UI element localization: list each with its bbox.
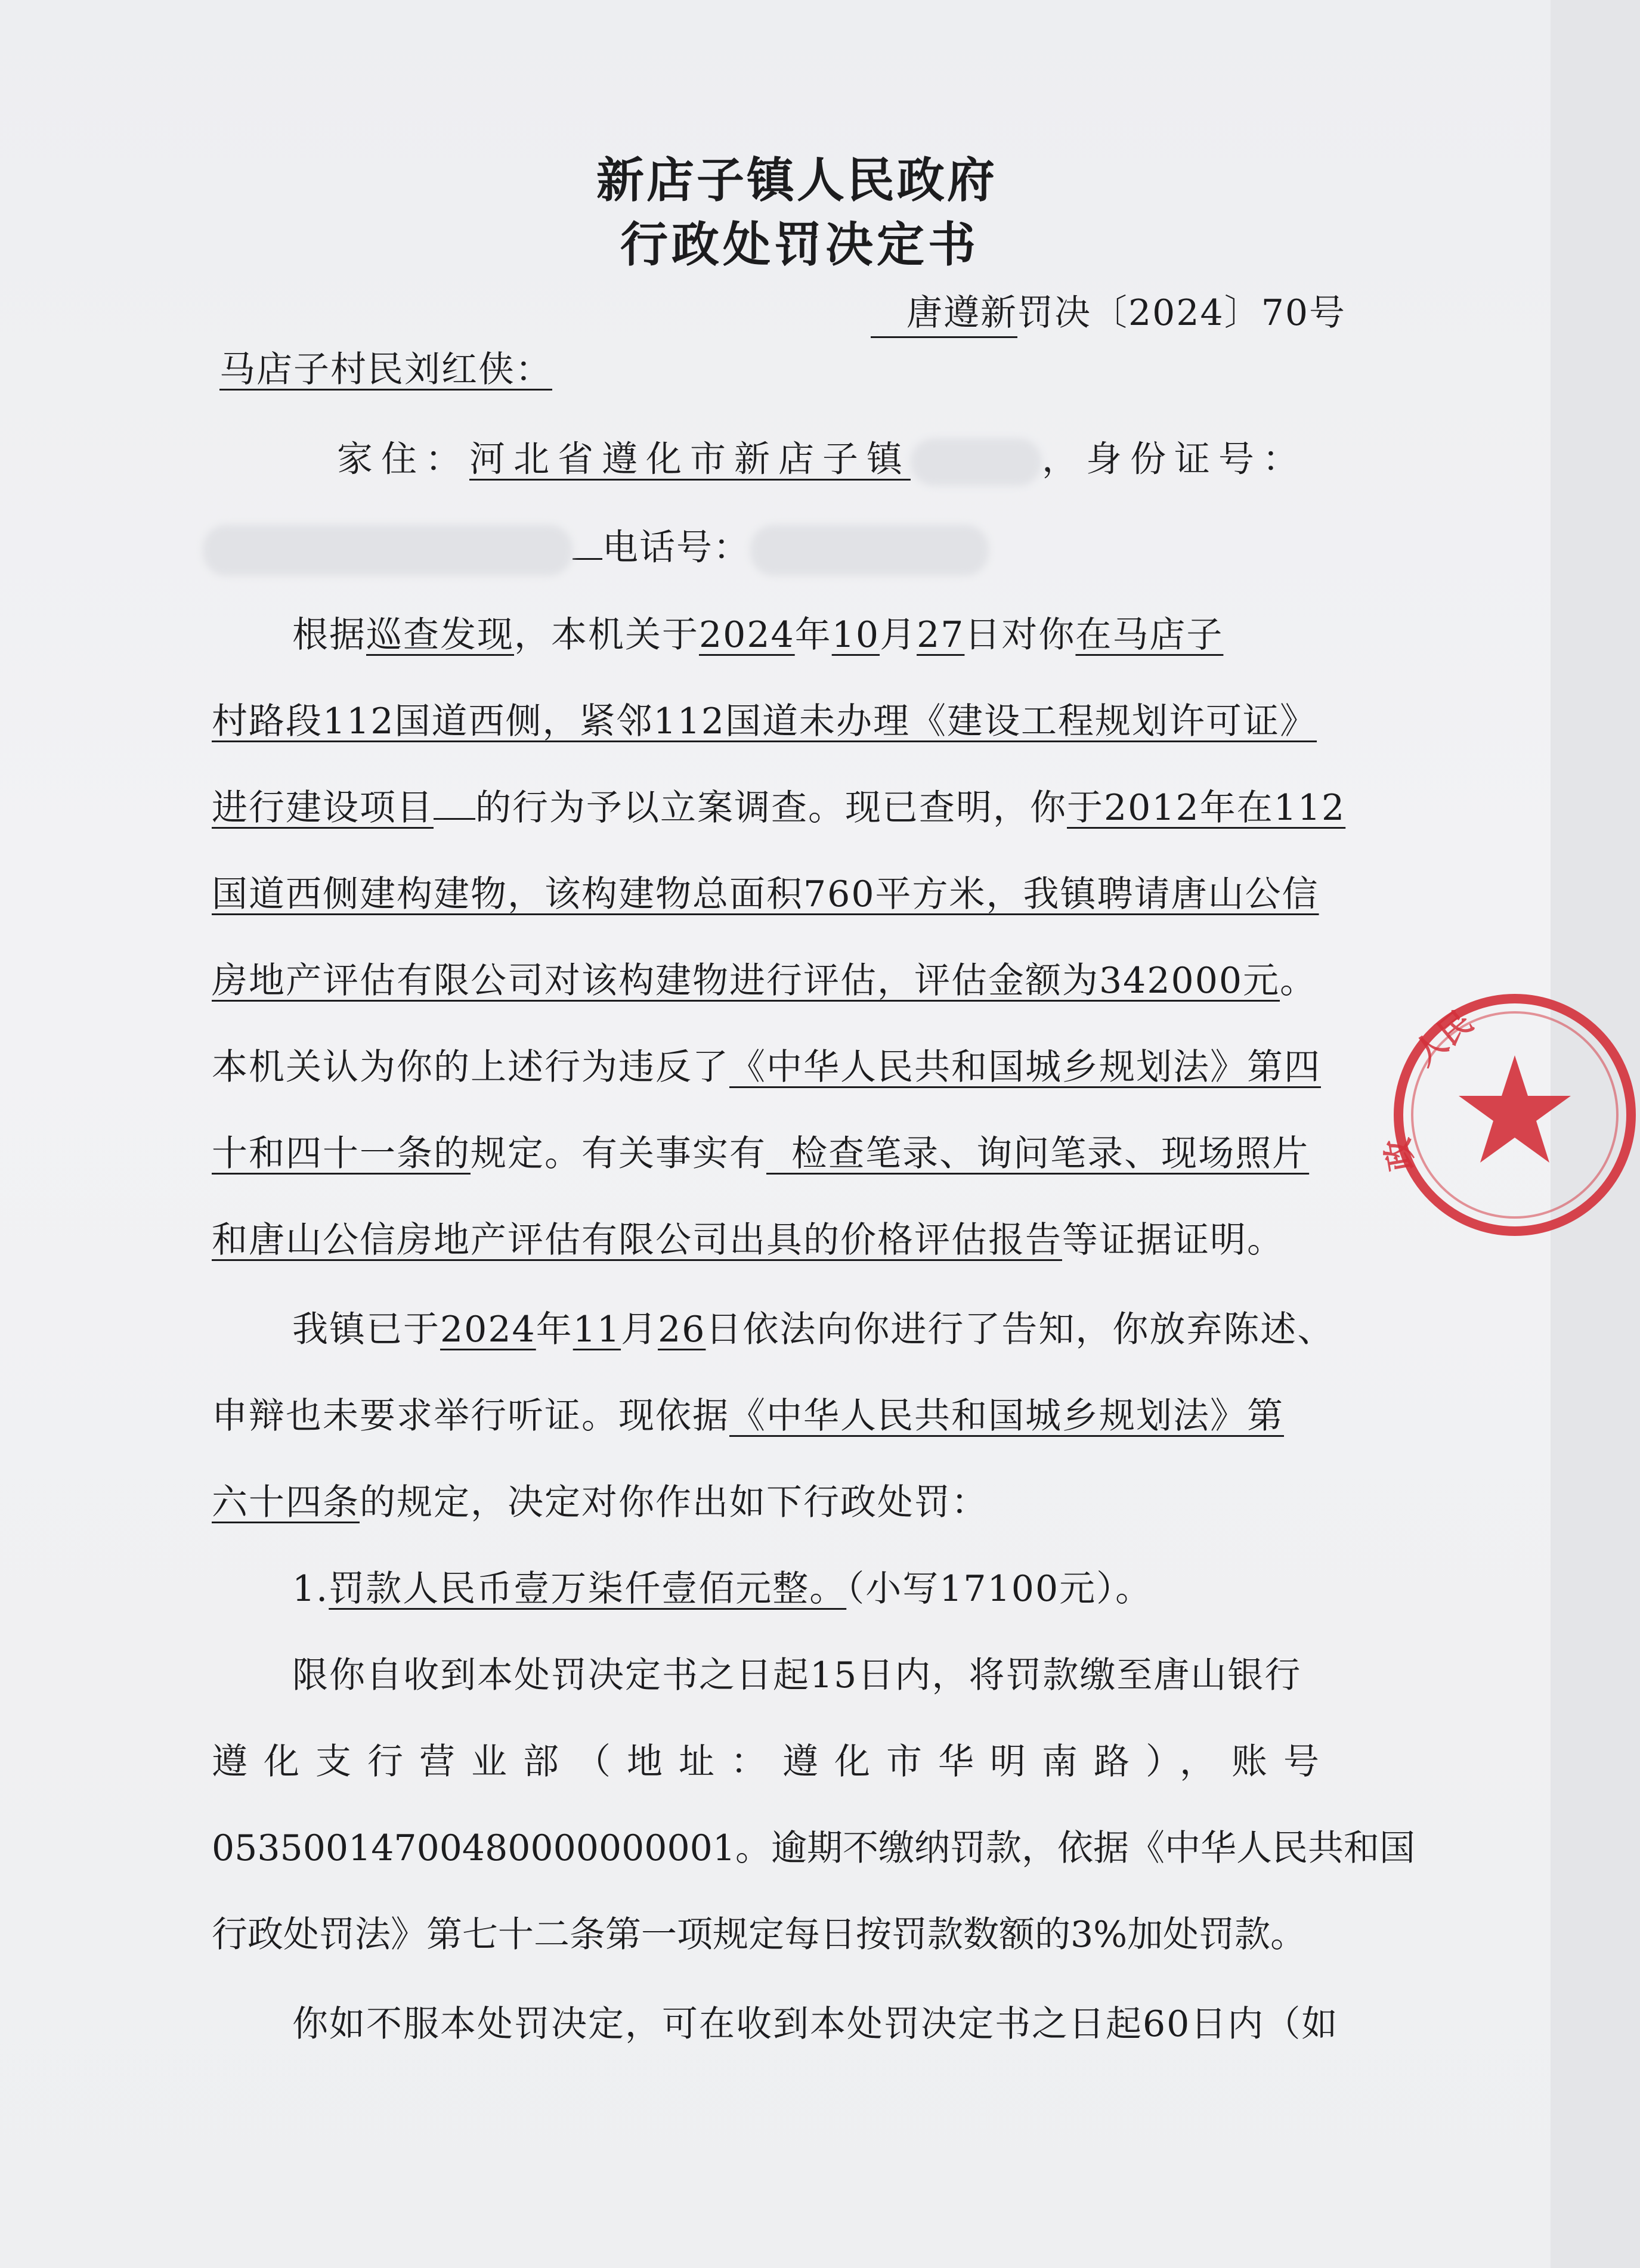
address-line (337, 438, 1307, 486)
paragraph1-line2: 村路段112国道西侧，紧邻112国道未办理《建设工程规划许可证》 (212, 701, 1317, 742)
paragraph2-line2: 申辩也未要求举行听证。现依据《中华人民共和国城乡规划法》第 (212, 1395, 1284, 1437)
paragraph1-line7: 十和四十一条的规定。有关事实有 检查笔录、询问笔录、现场照片 (212, 1133, 1310, 1175)
paragraph1-line6: 本机关认为你的上述行为违反了《中华人民共和国城乡规划法》第四 (212, 1046, 1321, 1088)
svg-text:政: 政 (1378, 1135, 1421, 1174)
redacted-id-number (203, 525, 573, 576)
paragraph1-line8: 和唐山公信房地产评估有限公司出具的价格评估报告等证据证明。 (212, 1219, 1284, 1261)
paragraph3-line1: 限你自收到本处罚决定书之日起15日内，将罚款缴至唐山银行 (292, 1654, 1302, 1696)
svg-text:人民: 人民 (1406, 1002, 1480, 1073)
document-title-line2: 行政处罚决定书 (620, 216, 979, 272)
paragraph1-line1: 根据巡查发现，本机关于2024年10月27日对你在马店子 (292, 614, 1224, 656)
penalty-item-1: 1.罚款人民币壹万柒仟壹佰元整。（小写17100元）。 (292, 1568, 1153, 1610)
paragraph2-line3: 六十四条的规定，决定对你作出如下行政处罚： (212, 1482, 988, 1523)
document-title-line1: 新店子镇人民政府 (596, 152, 997, 208)
paragraph1-line4: 国道西侧建构建物，该构建物总面积760平方米，我镇聘请唐山公信 (212, 873, 1319, 915)
paragraph3-line3: 05350014700480000000001。逾期不缴纳罚款，依据《中华人民共和国 (212, 1827, 1415, 1869)
seal-star-icon (1459, 1055, 1571, 1163)
paragraph2-line1: 我镇已于2024年11月26日依法向你进行了告知，你放弃陈述、 (292, 1309, 1335, 1350)
document-number (871, 292, 1347, 334)
paragraph3-line2: 遵化支行营业部（地址：遵化市华明南路），账号 (212, 1741, 1335, 1783)
recipient: 马店子村民刘红侠： (219, 349, 552, 391)
official-seal (1378, 990, 1640, 1240)
address-value: 河北省遵化市新店子镇 (469, 438, 911, 481)
paragraph1-line5: 房地产评估有限公司对该构建物进行评估，评估金额为342000元。 (212, 960, 1317, 1002)
id-number-label: ，身份证号： (1042, 438, 1307, 481)
id-phone-line (203, 525, 989, 576)
redacted-phone (750, 525, 989, 576)
address-label: 家住： (337, 438, 469, 481)
phone-label: 电话号： (602, 526, 750, 569)
redacted-address (911, 438, 1042, 486)
paragraph3-line4: 行政处罚法》第七十二条第一项规定每日按罚款数额的3%加处罚款。 (212, 1914, 1307, 1956)
document-number-rest: 罚决〔2024〕70号 (1017, 292, 1347, 334)
paragraph4-line1: 你如不服本处罚决定，可在收到本处罚决定书之日起60日内（如 (292, 2003, 1339, 2045)
paragraph1-line3: 进行建设项目 的行为予以立案调查。现已查明，你于2012年在112 (212, 787, 1346, 829)
document-number-prefix: 唐遵新 (871, 292, 1017, 338)
